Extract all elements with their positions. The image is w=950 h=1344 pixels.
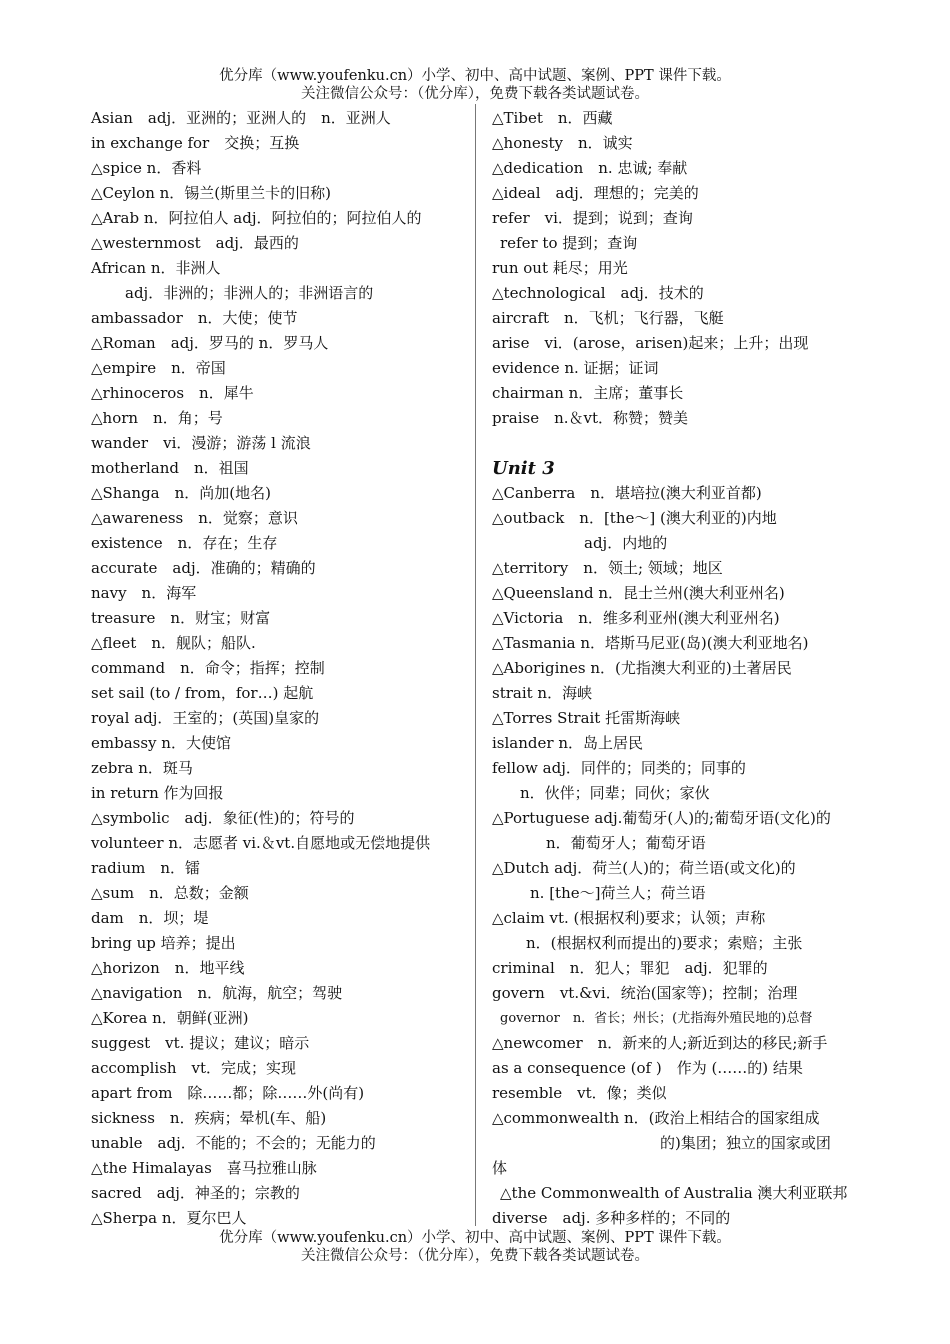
vocab-entry: △empire n．帝国 [91, 359, 226, 377]
vocab-entry: △navigation n．航海，航空；驾驶 [91, 984, 343, 1002]
vocab-entry: suggest vt. 提议；建议；暗示 [91, 1034, 310, 1052]
left-column [91, 106, 463, 1231]
vocab-entry: △Dutch adj．荷兰(人)的；荷兰语(或文化)的 [492, 859, 796, 877]
vocab-entry: refer vi．提到；说到；查询 [492, 209, 693, 227]
header-line-2: 关注微信公众号：（优分库），免费下载各类试题试卷。 [301, 86, 649, 102]
vocab-entry: radium n．镭 [91, 859, 201, 877]
vocab-entry: △claim vt. (根据权利)要求；认领；声称 [492, 909, 766, 927]
section-spacer [492, 431, 864, 456]
vocab-entry: △horn n．角；号 [91, 409, 223, 427]
vocab-entry: existence n．存在；生存 [91, 534, 278, 552]
vocab-entry: △the Commonwealth of Australia 澳大利亚联邦 [500, 1184, 848, 1202]
vocab-entry: sacred adj．神圣的；宗教的 [91, 1184, 300, 1202]
vocab-entry: govern vt.&vi．统治(国家等)；控制；治理 [492, 984, 798, 1002]
vocab-entry: △fleet n．舰队；船队. [91, 634, 256, 652]
vocab-entry: resemble vt．像；类似 [492, 1084, 667, 1102]
vocab-entry: △Victoria n．维多利亚州(澳大利亚州名) [492, 609, 780, 627]
vocab-entry: ambassador n．大使；使节 [91, 309, 298, 327]
vocab-entry: diverse adj. 多种多样的；不同的 [492, 1209, 731, 1227]
vocab-entry: embassy n．大使馆 [91, 734, 231, 752]
unit-2-continued-list [492, 106, 864, 431]
vocab-entry: chairman n．主席；董事长 [492, 384, 684, 402]
vocab-entry: △awareness n．觉察；意识 [91, 509, 298, 527]
vocab-entry: navy n．海军 [91, 584, 197, 602]
vocab-entry: △newcomer n．新来的人;新近到达的移民;新手 [492, 1034, 828, 1052]
unit-3-list [492, 481, 864, 1231]
vocab-entry: wander vi．漫游；游荡 l 流浪 [91, 434, 311, 452]
vocab-entry: praise n.＆vt．称赞；赞美 [492, 409, 689, 427]
vocab-entry: apart from 除……都；除……外(尚有) [91, 1084, 365, 1102]
vocab-entry: △sum n．总数；金额 [91, 884, 249, 902]
vocab-entry: n．伙伴；同辈；同伙；家伙 [520, 784, 710, 802]
vocab-entry: African n．非洲人 [91, 259, 221, 277]
vocab-entry: as a consequence (of ) 作为 (……的) 结果 [492, 1059, 803, 1077]
vocab-entry: △Tasmania n．塔斯马尼亚(岛)(澳大利亚地名) [492, 634, 809, 652]
page-footer [0, 1229, 950, 1265]
vocab-entry: n．(根据权利而提出的)要求；索赔；主张 [526, 934, 803, 952]
vocab-entry: △Ceylon n．锡兰(斯里兰卡的旧称) [91, 184, 331, 202]
column-divider [475, 104, 476, 1226]
vocab-entry: refer to 提到；查询 [500, 234, 638, 252]
vocab-entry: △technological adj．技术的 [492, 284, 704, 302]
vocab-entry: 体 [492, 1159, 508, 1177]
vocab-entry: △Canberra n．堪培拉(澳大利亚首都) [492, 484, 762, 502]
vocab-entry: n. [the～]荷兰人；荷兰语 [530, 884, 706, 902]
footer-line-2: 关注微信公众号：（优分库），免费下载各类试题试卷。 [301, 1248, 649, 1264]
vocab-entry: △dedication n. 忠诚; 奉献 [492, 159, 688, 177]
vocab-entry: △rhinoceros n．犀牛 [91, 384, 254, 402]
vocab-entry: strait n．海峡 [492, 684, 593, 702]
unit-3-title: Unit 3 [492, 458, 555, 479]
vocab-entry: △Tibet n．西藏 [492, 109, 613, 127]
vocab-entry: △Arab n．阿拉伯人 adj．阿拉伯的；阿拉伯人的 [91, 209, 422, 227]
vocab-entry: △Shanga n．尚加(地名) [91, 484, 271, 502]
vocab-entry: △westernmost adj．最西的 [91, 234, 299, 252]
vocab-entry: run out 耗尽；用光 [492, 259, 628, 277]
vocab-entry: in exchange for 交换；互换 [91, 134, 300, 152]
vocab-entry: △territory n．领土; 领域；地区 [492, 559, 723, 577]
vocab-entry: arise vi．(arose，arisen)起来；上升；出现 [492, 334, 809, 352]
vocab-entry: sickness n．疾病；晕机(车、船) [91, 1109, 327, 1127]
vocab-entry: △Portuguese adj.葡萄牙(人)的;葡萄牙语(文化)的 [492, 809, 831, 827]
vocab-entry: volunteer n．志愿者 vi.＆vt.自愿地或无偿地提供 [91, 834, 431, 852]
vocab-entry: fellow adj．同伴的；同类的；同事的 [492, 759, 746, 777]
vocab-entry: bring up 培养；提出 [91, 934, 236, 952]
vocab-entry: zebra n．斑马 [91, 759, 193, 777]
vocab-entry: accurate adj．准确的；精确的 [91, 559, 316, 577]
vocab-entry: n．葡萄牙人；葡萄牙语 [546, 834, 706, 852]
vocab-entry: △commonwealth n．(政治上相结合的国家组成 [492, 1109, 820, 1127]
footer-line-1: 优分库（www.youfenku.cn）小学、初中、高中试题、案例、PPT 课件下载。 [219, 1230, 731, 1246]
vocab-entry: △symbolic adj．象征(性)的；符号的 [91, 809, 355, 827]
vocab-entry: treasure n．财宝；财富 [91, 609, 271, 627]
right-column [492, 106, 864, 1231]
vocab-entry: command n．命令；指挥；控制 [91, 659, 325, 677]
vocab-entry: accomplish vt．完成；实现 [91, 1059, 297, 1077]
vocab-entry: △honesty n．诚实 [492, 134, 633, 152]
vocab-entry: unable adj．不能的；不会的；无能力的 [91, 1134, 376, 1152]
vocab-entry: △Queensland n．昆士兰州(澳大利亚州名) [492, 584, 785, 602]
vocab-entry: △Roman adj．罗马的 n．罗马人 [91, 334, 329, 352]
vocab-entry: △ideal adj．理想的；完美的 [492, 184, 699, 202]
vocab-entry: Asian adj．亚洲的；亚洲人的 n．亚洲人 [91, 109, 391, 127]
vocab-entry: △Aborigines n．(尤指澳大利亚的)土著居民 [492, 659, 792, 677]
vocab-entry: △Torres Strait 托雷斯海峡 [492, 709, 681, 727]
header-line-1: 优分库（www.youfenku.cn）小学、初中、高中试题、案例、PPT 课件下载。 [219, 68, 731, 84]
vocab-entry: △Sherpa n．夏尔巴人 [91, 1209, 247, 1227]
vocab-entry: adj．非洲的；非洲人的；非洲语言的 [125, 284, 374, 302]
vocab-entry: royal adj．王室的；(英国)皇家的 [91, 709, 320, 727]
vocab-entry: △the Himalayas 喜马拉雅山脉 [91, 1159, 317, 1177]
vocab-entry: dam n．坝；堤 [91, 909, 209, 927]
vocab-entry: △Korea n．朝鲜(亚洲) [91, 1009, 249, 1027]
vocab-entry: adj．内地的 [584, 534, 668, 552]
vocab-entry: set sail (to / from，for…) 起航 [91, 684, 314, 702]
vocab-entry: motherland n．祖国 [91, 459, 249, 477]
vocab-entry: criminal n．犯人；罪犯 adj．犯罪的 [492, 959, 768, 977]
vocab-entry: governor n．省长；州长；(尤指海外殖民地的)总督 [500, 1011, 813, 1026]
vocab-entry: in return 作为回报 [91, 784, 224, 802]
vocab-entry: islander n．岛上居民 [492, 734, 643, 752]
vocab-entry: evidence n. 证据；证词 [492, 359, 659, 377]
vocab-entry: 的)集团；独立的国家或团 [660, 1134, 831, 1152]
page-header [0, 67, 950, 103]
vocab-entry: △spice n．香料 [91, 159, 202, 177]
vocab-entry: △outback n．[the～] (澳大利亚的)内地 [492, 509, 777, 527]
vocab-entry: △horizon n．地平线 [91, 959, 245, 977]
vocab-entry: aircraft n．飞机；飞行器，飞艇 [492, 309, 724, 327]
